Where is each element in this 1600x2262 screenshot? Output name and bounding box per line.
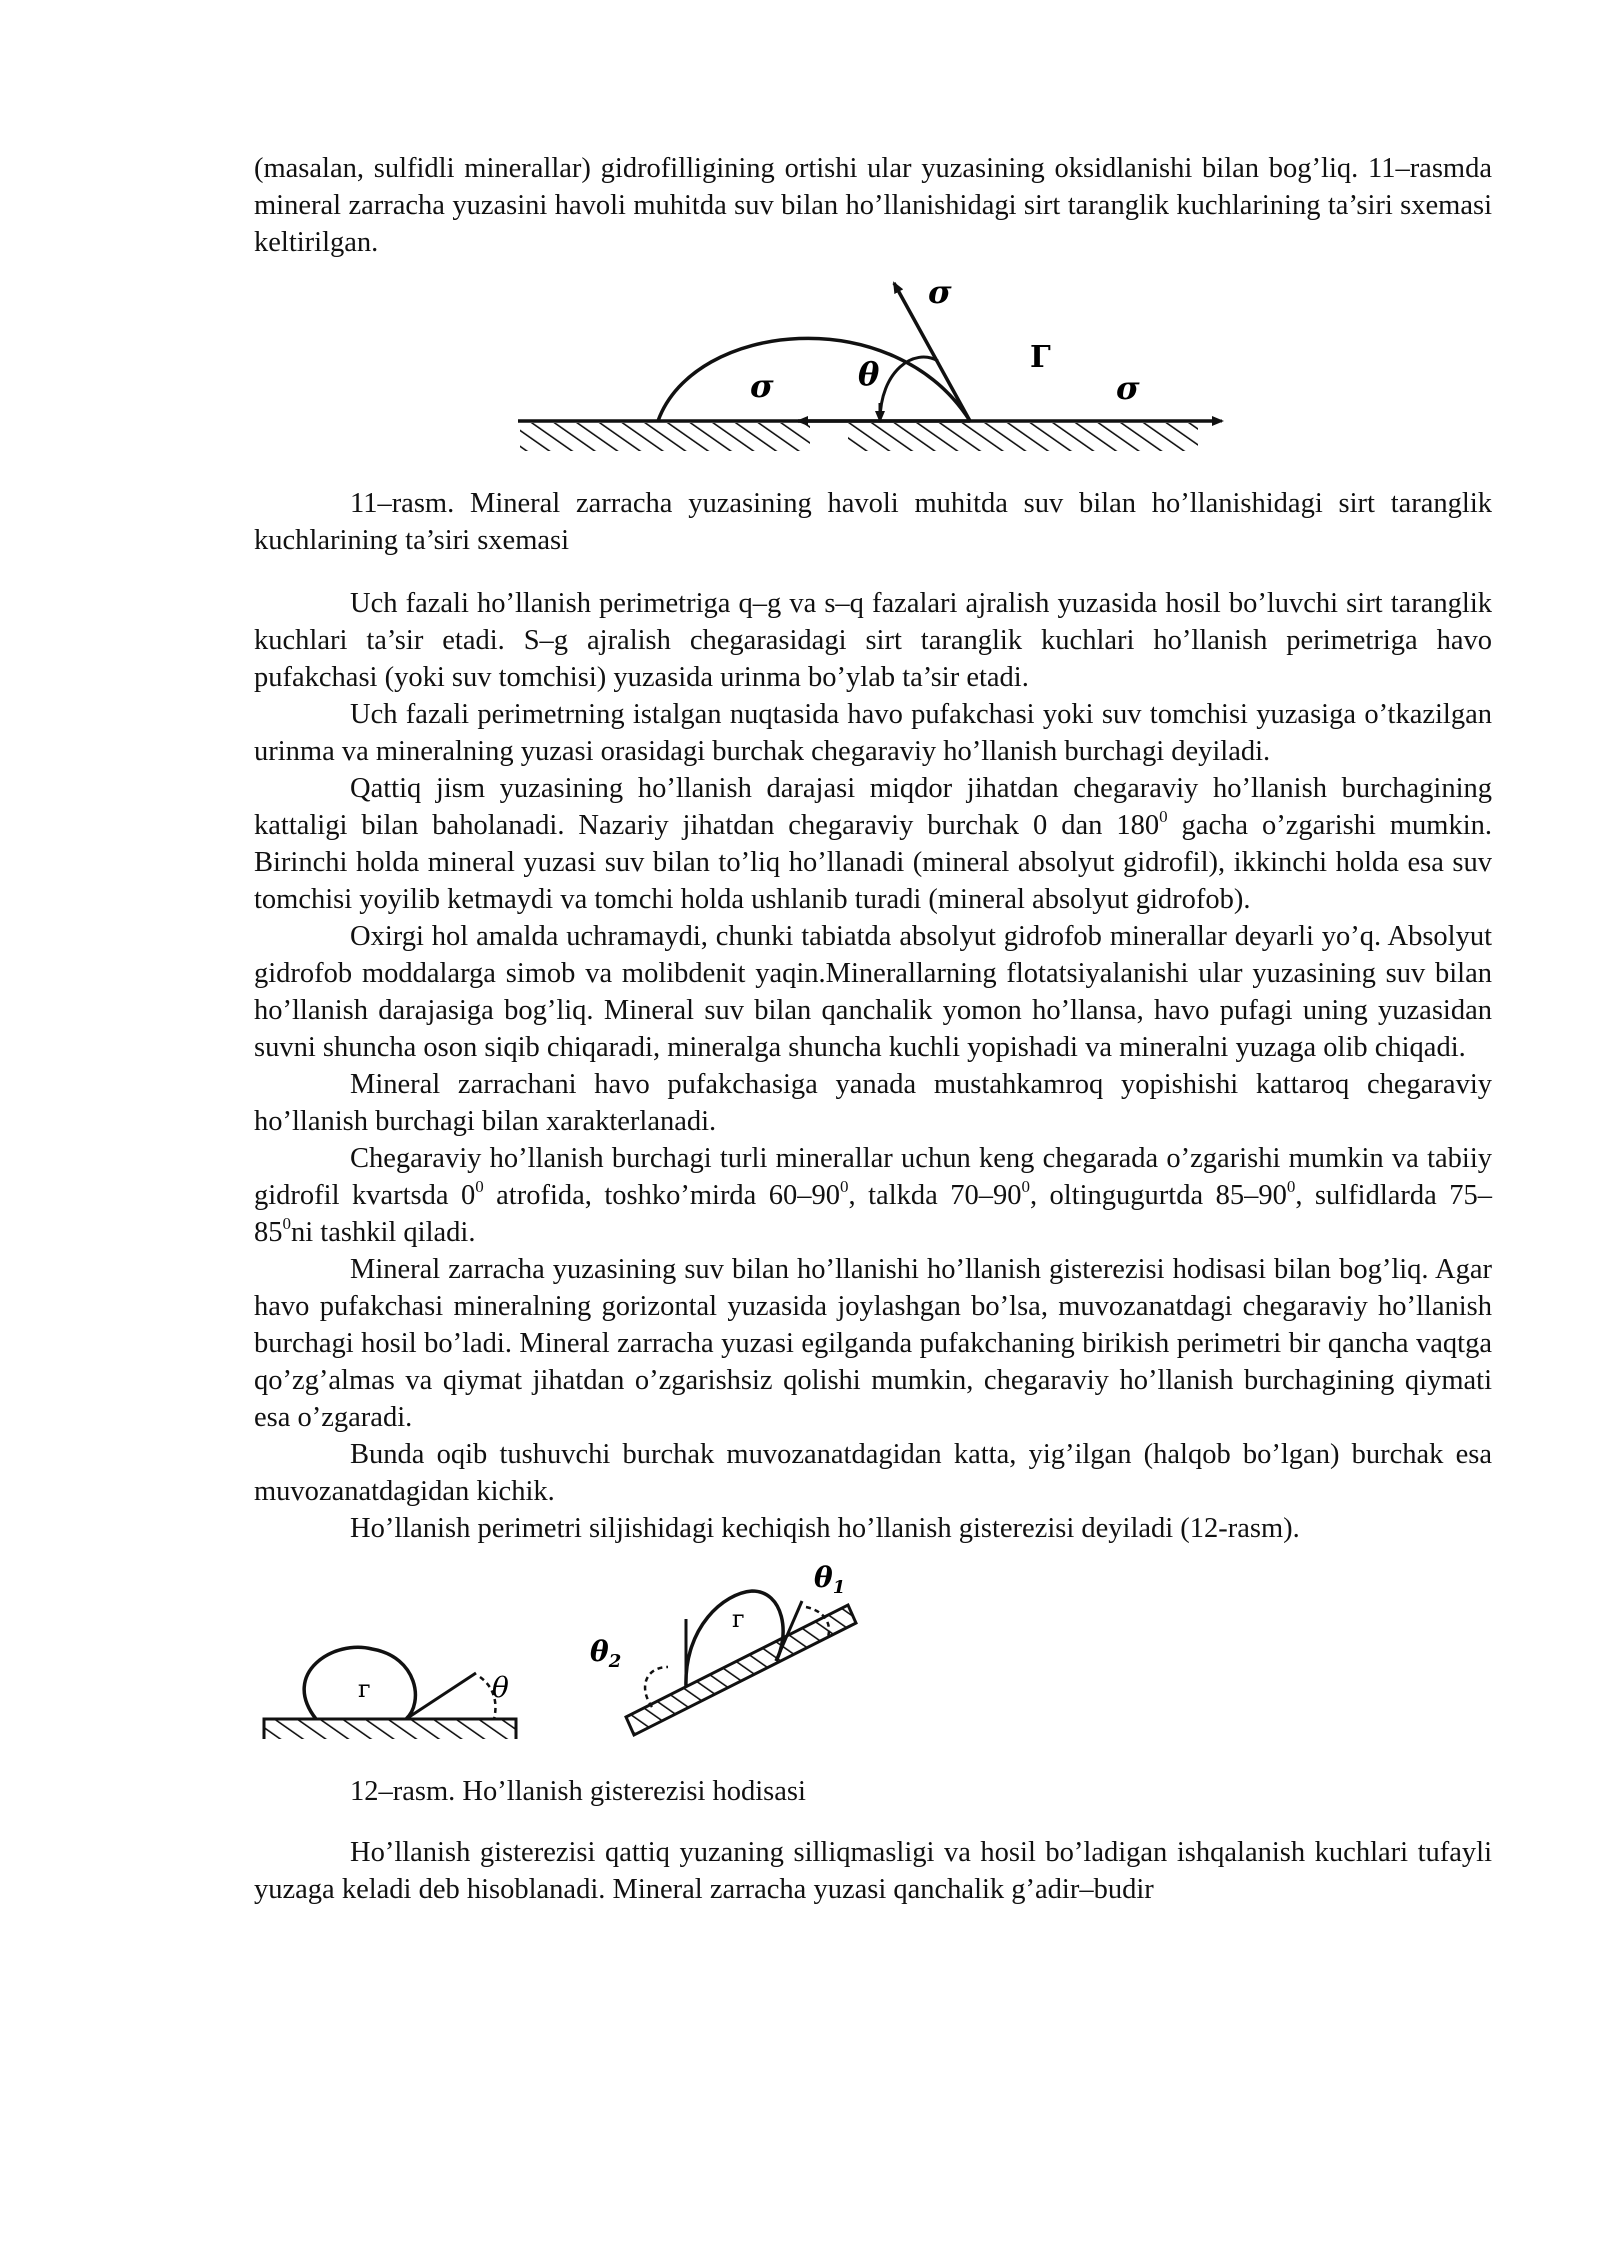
label-sigma-right: σ xyxy=(1116,369,1140,407)
paragraph-6-part-5: , sulfidlarda 75–85 xyxy=(254,1180,1492,1248)
hatched-solid-right xyxy=(848,423,1198,451)
paragraph-intro: (masalan, sulfidli minerallar) gidrofilligining ortishi ular yuzasining oksidlanishi bilan bog’liq. 11–rasmda mineral zarracha yuzasini havoli muhitda suv bilan ho’llanishidagi sirt taranglik kuchlarining ta’siri sxemasi keltirilgan. xyxy=(254,153,1492,258)
degree-sup: 0 xyxy=(475,1177,484,1196)
paragraph-6-part-6: ni tashkil qiladi. xyxy=(291,1217,476,1248)
inclined-plate-group xyxy=(590,1561,856,1735)
document-page xyxy=(254,150,1492,1908)
paragraph-6 xyxy=(254,1140,1492,1251)
degree-sup: 0 xyxy=(1021,1177,1030,1196)
label-theta: θ xyxy=(858,355,880,393)
figure-11-diagram xyxy=(254,261,1492,461)
degree-sup: 0 xyxy=(840,1177,849,1196)
paragraph-4: Oxirgi hol amalda uchramaydi, chunki tabiatda absolyut gidrofob minerallar deyarli yo’q. Absolyut gidrofob moddalarga simob va molibdenit yaqin.Minerallarning flotatsiyalanishi ular yuzasining suv bilan ho’llanish darajasiga bog’liq. Mineral suv bilan qanchalik yomon ho’llansa, havo pufagi uning yuzasidan suvni shuncha oson siqib chiqaradi, mineralga shuncha kuchli yopishadi va mineralni yuzaga olib chiqadi. xyxy=(254,921,1492,1063)
hatched-solid-left xyxy=(520,423,810,451)
label-sigma-drop: σ xyxy=(750,367,774,405)
theta-arc xyxy=(880,357,938,421)
figure-12-caption: 12–rasm. Ho’llanish gisterezisi hodisasi xyxy=(350,1776,806,1807)
figure-11 xyxy=(254,261,1492,461)
horizontal-plate xyxy=(264,1719,516,1739)
paragraph-7: Mineral zarracha yuzasining suv bilan ho’llanishi ho’llanish gisterezisi hodisasi bilan bog’liq. Agar havo pufakchasi mineralning gorizontal yuzasida joylashgan bo’lsa, muvozanatdagi chegaraviy ho’llanish burchagi hosil bo’ladi. Mineral zarracha yuzasi egilganda pufakchaning birikish perimetri bir qancha vaqtga qo’zg’almas va qiymat jihatdan o’zgarishsiz qolishi mumkin, chegaraviy ho’llanish burchagining qiymati esa o’zgaradi. xyxy=(254,1254,1492,1433)
theta2-symbol: θ xyxy=(590,1635,609,1668)
label-gamma-right: г xyxy=(732,1605,745,1633)
degree-sup: 0 xyxy=(282,1214,291,1233)
label-gamma: Г xyxy=(1030,340,1051,375)
label-theta-left: θ xyxy=(492,1671,509,1704)
paragraph-6-part-4: , oltingugurtda 85–90 xyxy=(1029,1180,1287,1211)
figure-12-diagram xyxy=(254,1547,1492,1739)
paragraph-6-part-2: atrofida, toshko’mirda 60–90 xyxy=(483,1180,841,1211)
paragraph-6-part-3: , talkda 70–90 xyxy=(848,1180,1022,1211)
theta2-subscript: 2 xyxy=(608,1651,622,1672)
label-gamma-left: г xyxy=(358,1675,371,1703)
theta1-subscript: 1 xyxy=(832,1577,846,1598)
paragraph-3-part-b: gacha o’zgarishi mumkin. Birinchi holda mineral yuzasi suv bilan to’liq ho’llanadi (mineral absolyut gidrofil), ikkinchi holda esa suv tomchisi yoyilib ketmaydi va tomchi holda ushlanib turadi (mineral absolyut gidrofob). xyxy=(254,810,1492,915)
label-sigma-top: σ xyxy=(928,273,952,311)
degree-sup: 0 xyxy=(1286,1177,1296,1196)
label-theta1 xyxy=(814,1561,845,1598)
label-theta2 xyxy=(590,1635,621,1672)
paragraph-3 xyxy=(254,770,1492,918)
drop-outline xyxy=(658,338,970,421)
paragraph-3-part-a: Qattiq jism yuzasining ho’llanish darajasi miqdor jihatdan chegaraviy ho’llanish burchagining kattaligi bilan baholanadi. Nazariy jihatdan chegaraviy burchak 0 dan 180 xyxy=(254,773,1492,841)
paragraph-6-part-1: Chegaraviy ho’llanish burchagi turli minerallar uchun keng chegarada o’zgarishi mumkin va tabiiy gidrofil kvartsda 0 xyxy=(254,1143,1492,1211)
paragraph-9: Ho’llanish perimetri siljishidagi kechiqish ho’llanish gisterezisi deyiladi (12-rasm). xyxy=(350,1513,1300,1544)
paragraph-final: Ho’llanish gisterezisi qattiq yuzaning silliqmasligi va hosil bo’ladigan ishqalanish kuchlari tufayli yuzaga keladi deb hisoblanadi. Mineral zarracha yuzasi qanchalik g’adir–budir xyxy=(254,1837,1492,1905)
paragraph-1: Uch fazali ho’llanish perimetriga q–g va s–q fazalari ajralish yuzasida hosil bo’luvchi sirt taranglik kuchlari ta’sir etadi. S–g ajralish chegarasidagi sirt taranglik kuchlari ho’llanish perimetriga havo pufakchasi (yoki suv tomchisi) yuzasida urinma bo’ylab ta’sir etadi. xyxy=(254,588,1492,693)
figure-11-caption: 11–rasm. Mineral zarracha yuzasining havoli muhitda suv bilan ho’llanishidagi sirt taranglik kuchlarining ta’siri sxemasi xyxy=(254,488,1492,556)
paragraph-8: Bunda oqib tushuvchi burchak muvozanatdagidan katta, yig’ilgan (halqob bo’lgan) burchak esa muvozanatdagidan kichik. xyxy=(254,1439,1492,1507)
degree-sup: 0 xyxy=(1159,807,1168,826)
figure-12 xyxy=(254,1547,1492,1739)
theta1-symbol: θ xyxy=(814,1561,833,1594)
paragraph-5: Mineral zarrachani havo pufakchasiga yanada mustahkamroq yopishishi kattaroq chegaraviy ho’llanish burchagi bilan xarakterlanadi. xyxy=(254,1069,1492,1137)
paragraph-2: Uch fazali perimetrning istalgan nuqtasida havo pufakchasi yoki suv tomchisi yuzasiga o’tkazilgan urinma va mineralning yuzasi orasidagi burchak chegaraviy ho’llanish burchagi deyiladi. xyxy=(254,699,1492,767)
